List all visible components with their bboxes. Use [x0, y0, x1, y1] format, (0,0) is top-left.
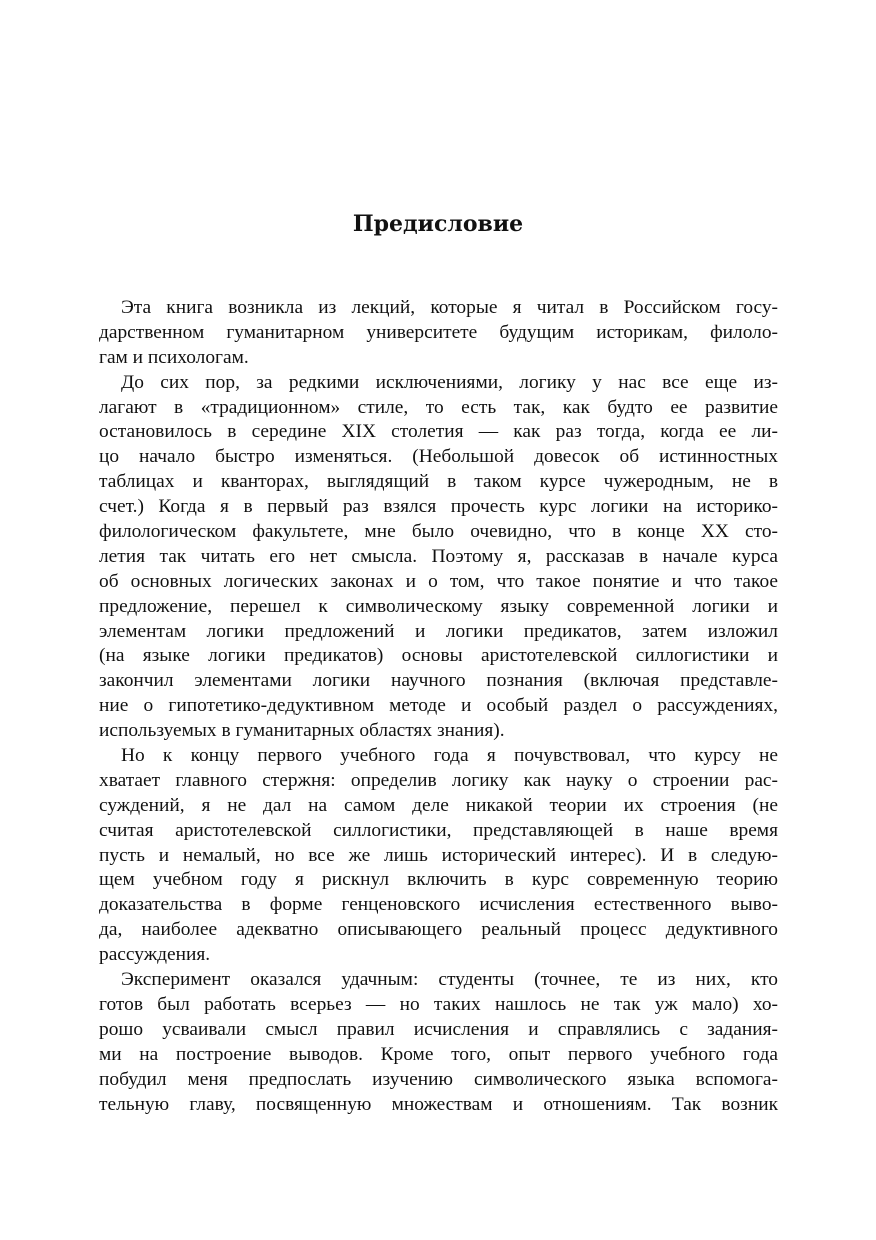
text-line: хватает главного стержня: определив логику как науку о строении рас-: [99, 769, 778, 791]
text-line: дарственном гуманитарном университете будущим историкам, филоло-: [99, 321, 778, 343]
text-line: лагают в «традиционном» стиле, то есть так, как будто ее развитие: [99, 396, 778, 418]
text-line: гам и психологам.: [99, 346, 249, 368]
text-line: закончил элементами логики научного познания (включая представле-: [99, 670, 778, 692]
text-line: тельную главу, посвященную множествам и отношениям. Так возник: [99, 1093, 778, 1115]
text-line: цо начало быстро изменяться. (Небольшой довесок об истинностных: [99, 446, 778, 468]
text-line: предложение, перешел к символическому языку современной логики и: [99, 595, 778, 617]
text-line: Но к концу первого учебного года я почувствовал, что курсу не: [121, 745, 778, 767]
text-line: филологическом факультете, мне было очевидно, что в конце XX сто-: [99, 521, 778, 543]
text-line: таблицах и кванторах, выглядящий в таком курсе чужеродным, не в: [99, 471, 778, 493]
text-line: рошо усваивали смысл правил исчисления и справлялись с задания-: [99, 1018, 778, 1040]
text-line: готов был работать всерьез — но таких нашлось не так уж мало) хо-: [99, 993, 778, 1015]
text-line: остановилось в середине XIX столетия — как раз тогда, когда ее ли-: [99, 421, 778, 443]
text-line: побудил меня предпослать изучению символического языка вспомога-: [99, 1068, 778, 1090]
text-line: элементам логики предложений и логики предикатов, затем изложил: [99, 620, 778, 642]
text-line: летия так читать его нет смысла. Поэтому я, рассказав в начале курса: [99, 545, 778, 567]
text-line: используемых в гуманитарных областях знания).: [99, 720, 505, 742]
text-line: Эксперимент оказался удачным: студенты (точнее, те из них, кто: [121, 969, 778, 991]
text-line: счет.) Когда я в первый раз взялся прочесть курс логики на историко-: [99, 496, 778, 518]
text-line: Эта книга возникла из лекций, которые я читал в Российском госу-: [121, 297, 778, 318]
text-line: рассуждения.: [99, 944, 211, 966]
text-line: да, наиболее адекватно описывающего реальный процесс дедуктивного: [99, 919, 778, 941]
preface-text: [99, 296, 778, 1117]
text-line: щем учебном году я рискнул включить в курс современную теорию: [99, 869, 778, 891]
page-title: Предисловие: [352, 211, 524, 237]
text-line: суждений, я не дал на самом деле никакой теории их строения (не: [99, 794, 778, 816]
text-line: об основных логических законах и о том, что такое понятие и что такое: [99, 570, 778, 592]
text-line: До сих пор, за редкими исключениями, логику у нас все еще из-: [121, 371, 778, 393]
text-line: (на языке логики предикатов) основы аристотелевской силлогистики и: [99, 645, 778, 667]
text-line: считая аристотелевской силлогистики, представляющей в наше время: [99, 819, 778, 841]
text-line: пусть и немалый, но все же лишь исторический интерес). И в следую-: [99, 844, 778, 866]
text-line: доказательства в форме генценовского исчисления естественного выво-: [99, 894, 778, 916]
text-line: ми на построение выводов. Кроме того, опыт первого учебного года: [99, 1043, 778, 1065]
text-line: ние о гипотетико-дедуктивном методе и особый раздел о рассуждениях,: [99, 695, 778, 717]
